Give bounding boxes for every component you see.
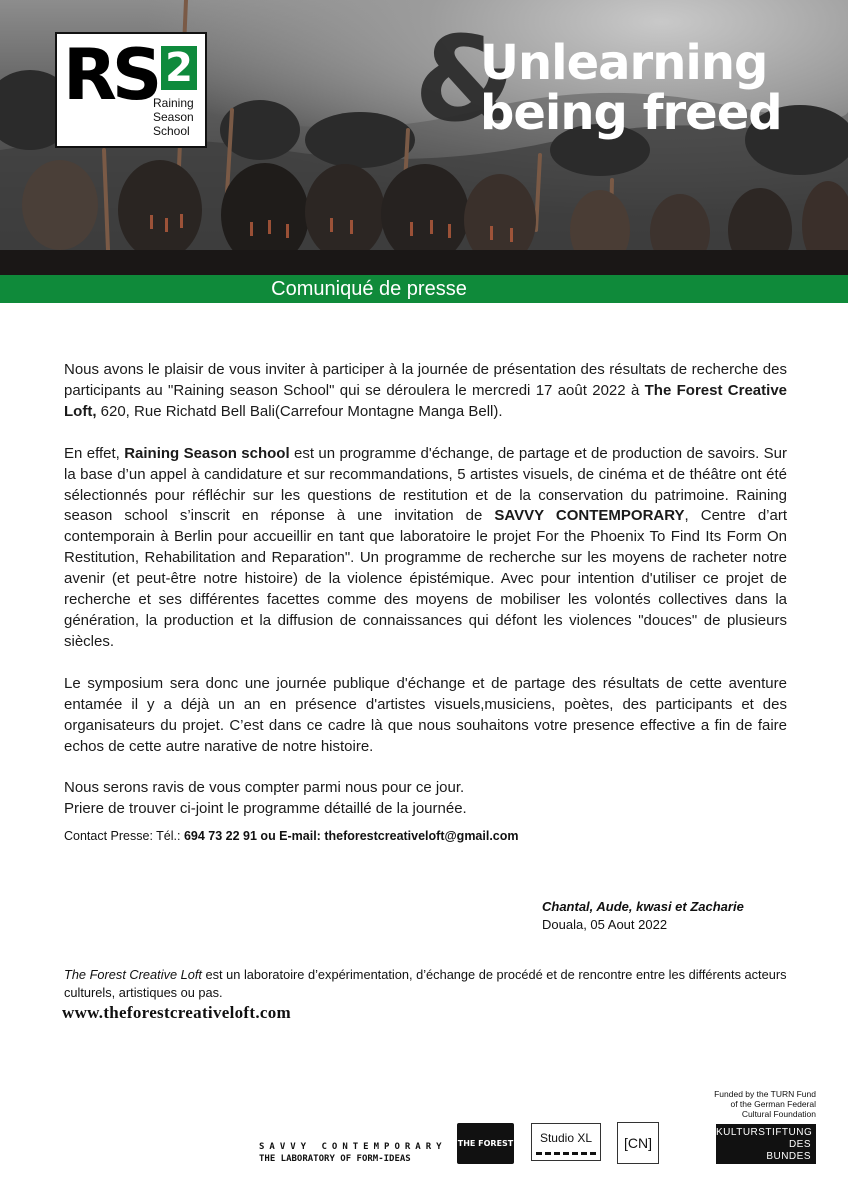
savvy-line: THE LABORATORY OF FORM-IDEAS (259, 1154, 411, 1164)
kultur-line: KULTURSTIFTUNG (716, 1127, 813, 1138)
closing-line: Nous serons ravis de vous compter parmi nous pour ce jour. (64, 779, 465, 797)
press-release-body (64, 360, 787, 820)
funding-note (690, 1089, 816, 1119)
kulturstiftung-logo (716, 1124, 816, 1164)
venue-name: The Forest Creative Loft, (64, 381, 787, 420)
funding-line: of the German Federal (730, 1099, 816, 1109)
text-span: Nous avons le plaisir de vous inviter à participer à la journée de présentation des résultats de recherche des participants au "Raining season School" qui se déroulera le mercredi 17 août 2022 à (64, 361, 787, 399)
contact-details: 694 73 22 91 ou E-mail: theforestcreativeloft@gmail.com (183, 829, 519, 843)
paragraph-program (64, 444, 787, 653)
savvy-contemporary-logo (259, 1141, 447, 1165)
paragraph-closing (64, 778, 787, 820)
the-forest-logo: THE FOREST (457, 1123, 514, 1164)
text-span: 620, Rue Richatd Bell Bali(Carrefour Montagne Manga Bell). (96, 402, 503, 420)
headline-ampersand: & (414, 10, 517, 148)
headline (480, 35, 782, 141)
about-text: est un laboratoire d’expérimentation, d’échange de procédé et de rencontre entre les différents acteurs culturels, artistiques ou pas. (64, 967, 787, 1000)
place-date: Douala, 05 Aout 2022 (542, 917, 668, 932)
partner-name: SAVVY CONTEMPORARY (494, 507, 685, 525)
website-link[interactable]: www.theforestcreativeloft.com (62, 1003, 291, 1022)
cn-logo: [CN] (617, 1122, 659, 1164)
text-span: En effet, (64, 444, 125, 462)
contact-label: Contact Presse: Tél.: (64, 829, 184, 843)
about-organisation (64, 966, 787, 1002)
headline-line: being freed (480, 85, 782, 141)
logo-line: Raining (153, 96, 194, 110)
signatories: Chantal, Aude, kwasi et Zacharie (542, 899, 744, 914)
closing-line: Priere de trouver ci-joint le programme détaillé de la journée. (64, 800, 467, 818)
logo-number: 2 (161, 46, 197, 90)
program-name: Raining Season school (124, 444, 290, 462)
signature-block (542, 898, 744, 934)
funding-line: Cultural Foundation (741, 1109, 816, 1119)
funding-line: Funded by the TURN Fund (714, 1089, 816, 1099)
logo-line: Season (153, 110, 194, 124)
kultur-line: BUNDES (766, 1151, 811, 1162)
press-contact (64, 829, 787, 843)
text-span: est un programme d'échange, de partage et de production de savoirs. Sur la base d’un appel à candidature et sur recommandations, 5 artistes visuels, de cinéma et de théâtre ont été sélectionnés pour réfléchir sur les questions de restitution et de la conservation du patrimoine. Raining season school s’inscrit en réponse à une invitation de (64, 444, 787, 525)
raining-season-school-logo (55, 32, 207, 148)
studio-xl-logo: Studio XL (531, 1123, 601, 1161)
text-span: , Centre d’art contemporain à Berlin pour accueillir en tant que laboratoire le projet For the Phoenix To Find Its Form On Restitution, Rehabilitation and Reparation". Un programme de recherche sur les moyens de racheter notre avenir (et peut-être notre histoire) de la violence épistémique. Avec pour intention d'utiliser ce projet de recherche et ses différentes facettes comme des moyens de mobiliser les volontés collectives dans la génération, la production et la diffusion de connaissances qui défont les violences "douces" de plusieurs siècles. (64, 507, 787, 650)
kultur-line: DES (788, 1139, 811, 1150)
paragraph-symposium: Le symposium sera donc une journée publique d'échange et de partage des résultats de cette aventure entamée il y a déjà un an en présence d'artistes visuels,musiciens, poètes, des participants et des organisateurs du projet. C’est dans ce cadre là que nous souhaitons votre presence effective a fin de faire echos de cette autre narative de notre histoire. (64, 674, 787, 755)
header-banner (0, 0, 848, 275)
logo-text (153, 96, 207, 138)
savvy-line: SAVVY CONTEMPORARY (259, 1142, 447, 1152)
paragraph-invitation (64, 360, 787, 423)
headline-line: Unlearning (480, 35, 768, 91)
logo-line: School (153, 124, 190, 138)
organisation-name: The Forest Creative Loft (64, 967, 202, 982)
logo-letters: RS (63, 34, 158, 116)
press-release-bar: Comuniqué de presse (0, 275, 848, 303)
